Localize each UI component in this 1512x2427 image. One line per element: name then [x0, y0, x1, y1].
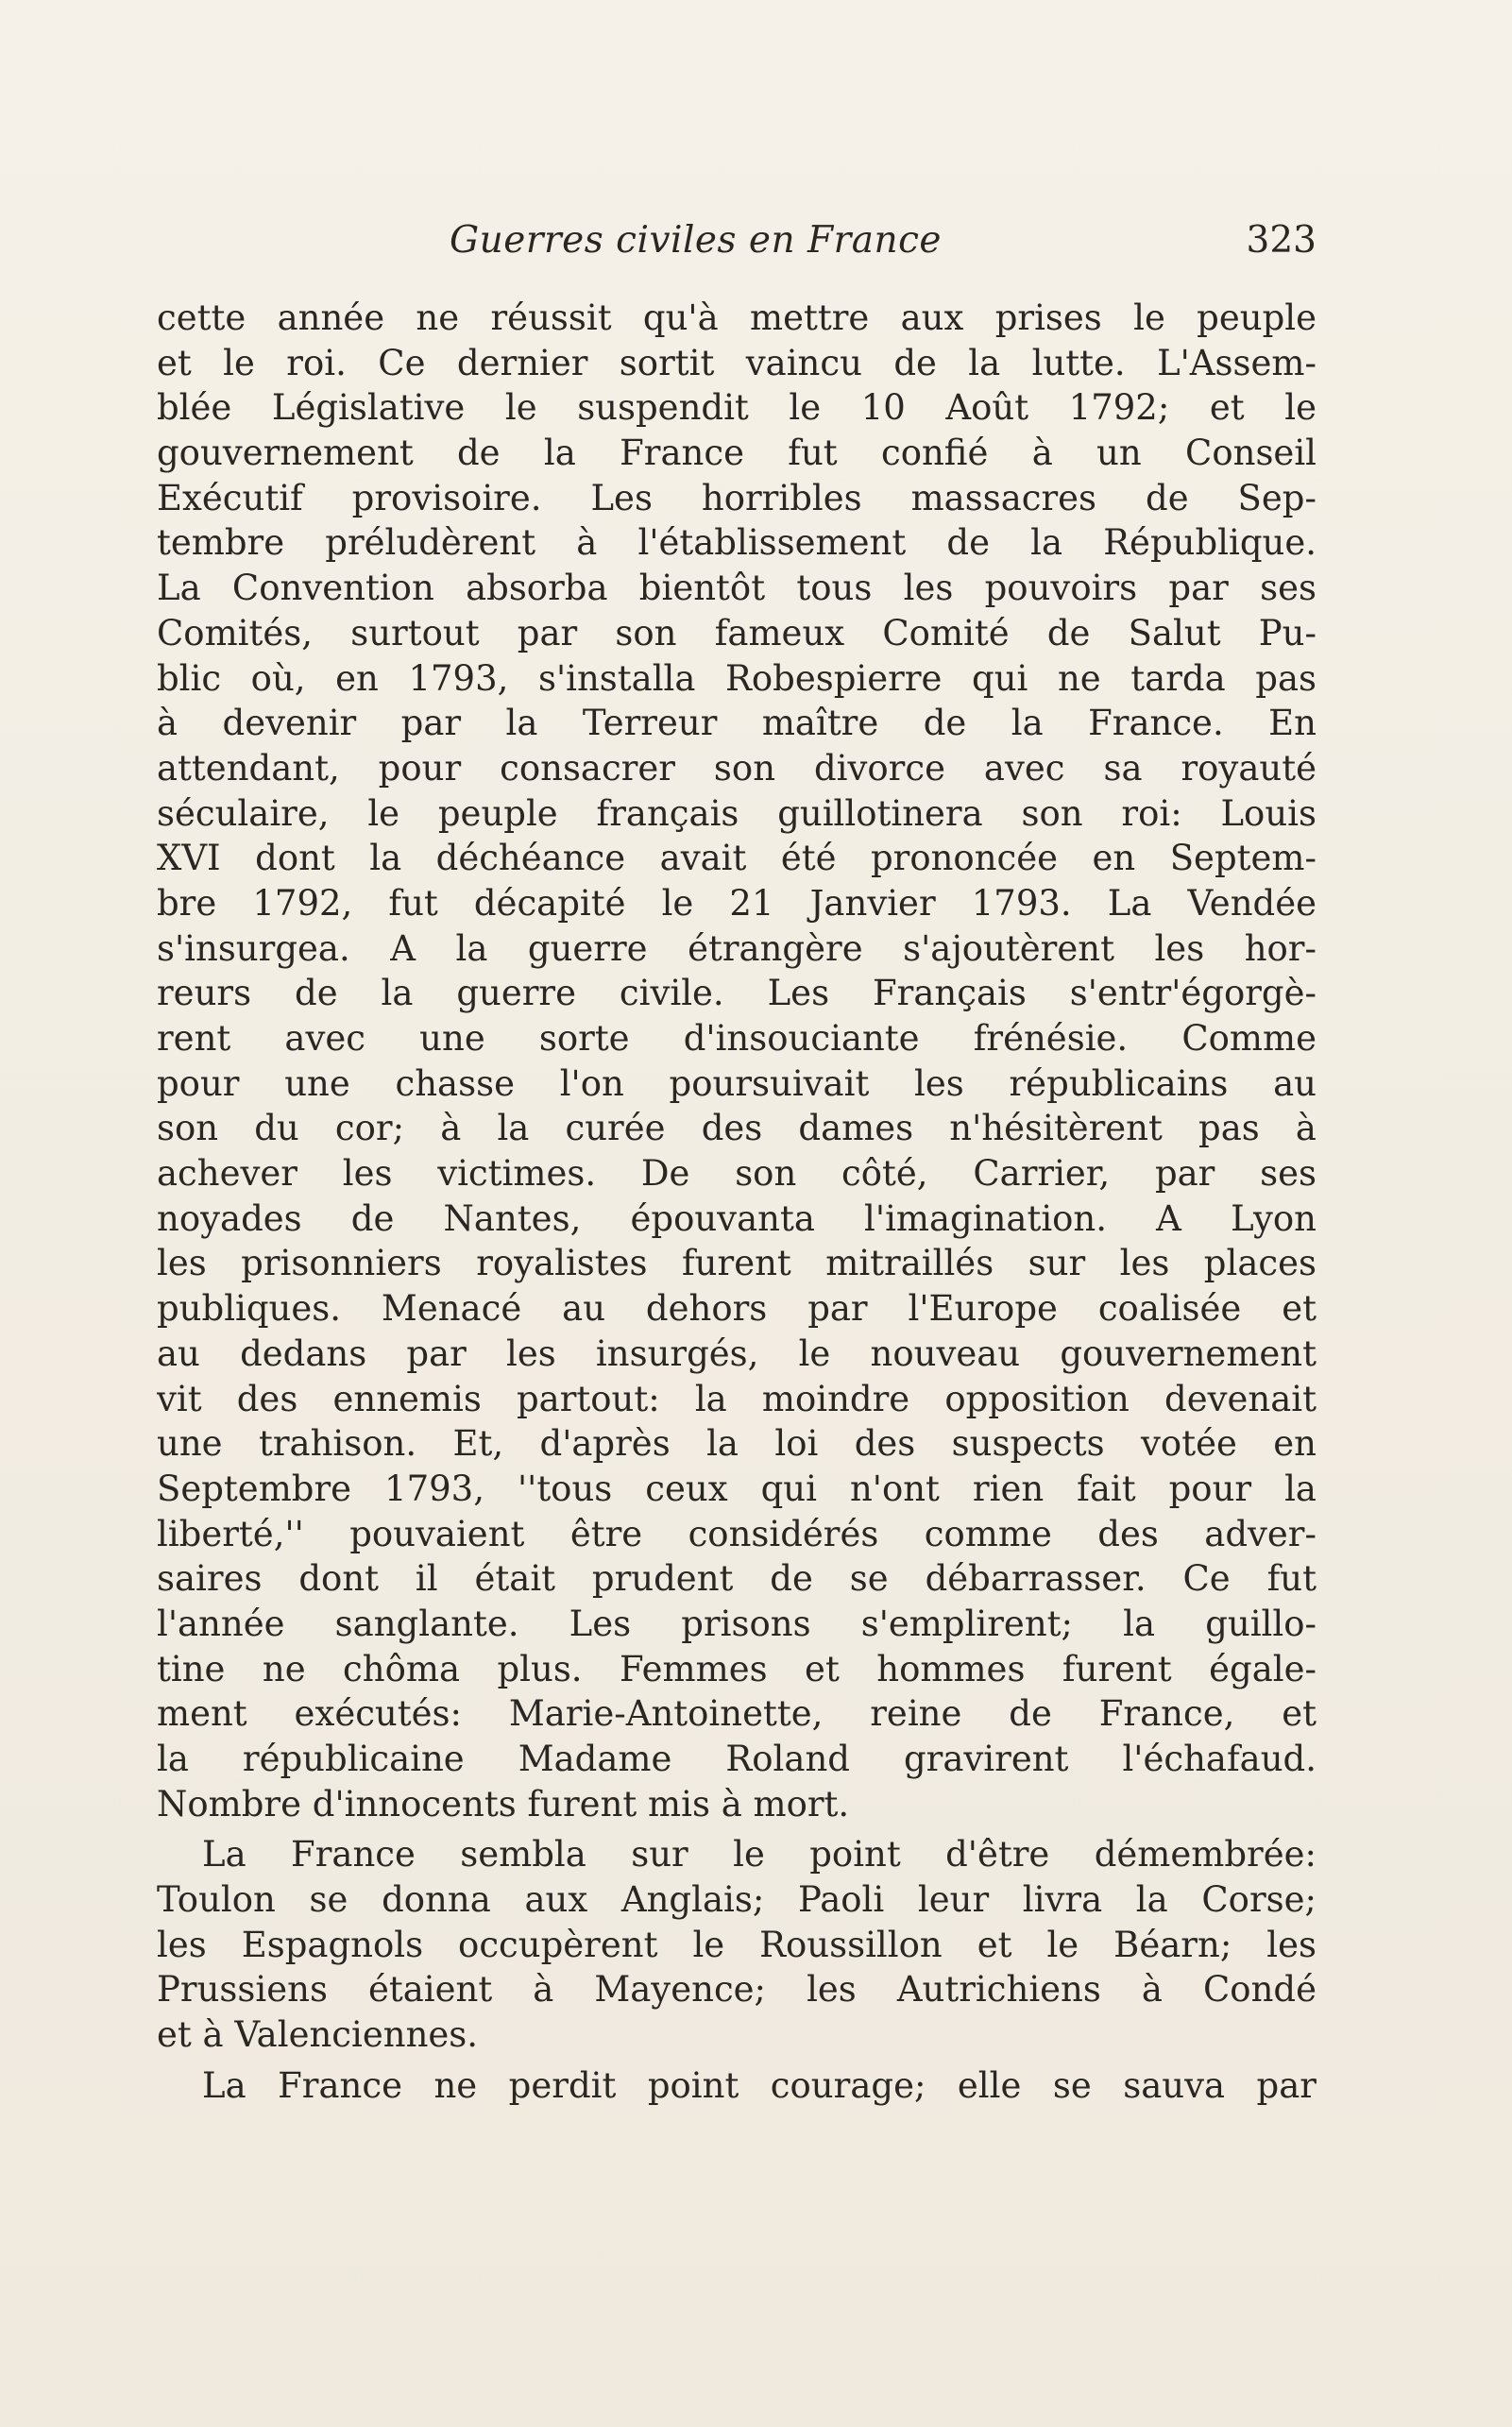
- text-line: Septembre 1793, ''tous ceux qui n'ont rien fait pour la: [157, 1468, 1317, 1509]
- text-line: les Espagnols occupèrent le Roussillon et le Béarn; les: [157, 1924, 1317, 1965]
- text-line: XVI dont la déchéance avait été prononcée en Septem-: [157, 838, 1317, 879]
- text-line: et à Valenciennes.: [157, 2014, 479, 2056]
- text-line: bre 1792, fut décapité le 21 Janvier 1793. La Vendée: [157, 882, 1317, 924]
- text-line: La Convention absorba bientôt tous les pouvoirs par ses: [157, 568, 1317, 609]
- text-line: la républicaine Madame Roland gravirent l'échafaud.: [157, 1739, 1317, 1779]
- text-line: son du cor; à la curée des dames n'hésitèrent pas à: [157, 1108, 1317, 1149]
- text-line: à devenir par la Terreur maître de la France. En: [157, 703, 1317, 744]
- text-line: l'année sanglante. Les prisons s'emplirent; la guillo-: [157, 1603, 1317, 1644]
- text-line: saires dont il était prudent de se débarrasser. Ce fut: [157, 1558, 1317, 1600]
- paragraph-1: [157, 296, 1317, 1826]
- text-line: une trahison. Et, d'après la loi des suspects votée en: [157, 1423, 1317, 1465]
- text-line: blée Législative le suspendit le 10 Août 1792; et le: [157, 387, 1317, 429]
- text-line: tembre préludèrent à l'établissement de la République.: [157, 522, 1317, 564]
- text-line: Exécutif provisoire. Les horribles massacres de Sep-: [157, 477, 1317, 518]
- text-line: liberté,'' pouvaient être considérés comme des adver-: [157, 1513, 1317, 1554]
- text-line: tine ne chôma plus. Femmes et hommes furent égale-: [157, 1648, 1317, 1689]
- paragraph-3: [157, 2063, 1317, 2109]
- page-number: 323: [1246, 219, 1317, 262]
- text-line: rent avec une sorte d'insouciante frénésie. Comme: [157, 1018, 1317, 1059]
- text-line: gouvernement de la France fut confié à un Conseil: [157, 433, 1317, 474]
- text-line: cette année ne réussit qu'à mettre aux prises le peuple: [157, 297, 1317, 338]
- paragraph-2: [157, 1832, 1317, 2057]
- text-line: et le roi. Ce dernier sortit vaincu de la lutte. L'Assem-: [157, 342, 1317, 383]
- text-line: au dedans par les insurgés, le nouveau gouvernement: [157, 1332, 1317, 1374]
- text-line: vit des ennemis partout: la moindre opposition devenait: [157, 1378, 1317, 1419]
- running-title: Guerres civiles en France: [450, 219, 943, 262]
- text-line: pour une chasse l'on poursuivait les républicains au: [157, 1062, 1317, 1104]
- text-line: ment exécutés: Marie-Antoinette, reine de France, et: [157, 1693, 1317, 1735]
- text-line: séculaire, le peuple français guillotinera son roi: Louis: [157, 792, 1317, 834]
- text-line: La France sembla sur le point d'être démembrée:: [202, 1834, 1317, 1875]
- text-line: publiques. Menacé au dehors par l'Europe coalisée et: [157, 1288, 1317, 1330]
- text-line: achever les victimes. De son côté, Carrier, par ses: [157, 1153, 1317, 1195]
- text-line: attendant, pour consacrer son divorce avec sa royauté: [157, 747, 1317, 789]
- text-line: blic où, en 1793, s'installa Robespierre qui ne tarda pas: [157, 657, 1317, 699]
- body-text: [157, 296, 1317, 2109]
- text-line: s'insurgea. A la guerre étrangère s'ajoutèrent les hor-: [157, 927, 1317, 969]
- running-head: [157, 219, 1317, 276]
- text-line: reurs de la guerre civile. Les Français s'entr'égorgè-: [157, 973, 1317, 1014]
- text-line: Toulon se donna aux Anglais; Paoli leur livra la Corse;: [157, 1879, 1317, 1921]
- text-line: La France ne perdit point courage; elle se sauva par: [202, 2064, 1317, 2106]
- text-line: noyades de Nantes, épouvanta l'imagination. A Lyon: [157, 1197, 1317, 1239]
- text-line: Prussiens étaient à Mayence; les Autrichiens à Condé: [157, 1969, 1317, 2011]
- text-line: les prisonniers royalistes furent mitraillés sur les places: [157, 1243, 1317, 1284]
- text-line: Comités, surtout par son fameux Comité de Salut Pu-: [157, 612, 1317, 653]
- text-line: Nombre d'innocents furent mis à mort.: [157, 1783, 850, 1824]
